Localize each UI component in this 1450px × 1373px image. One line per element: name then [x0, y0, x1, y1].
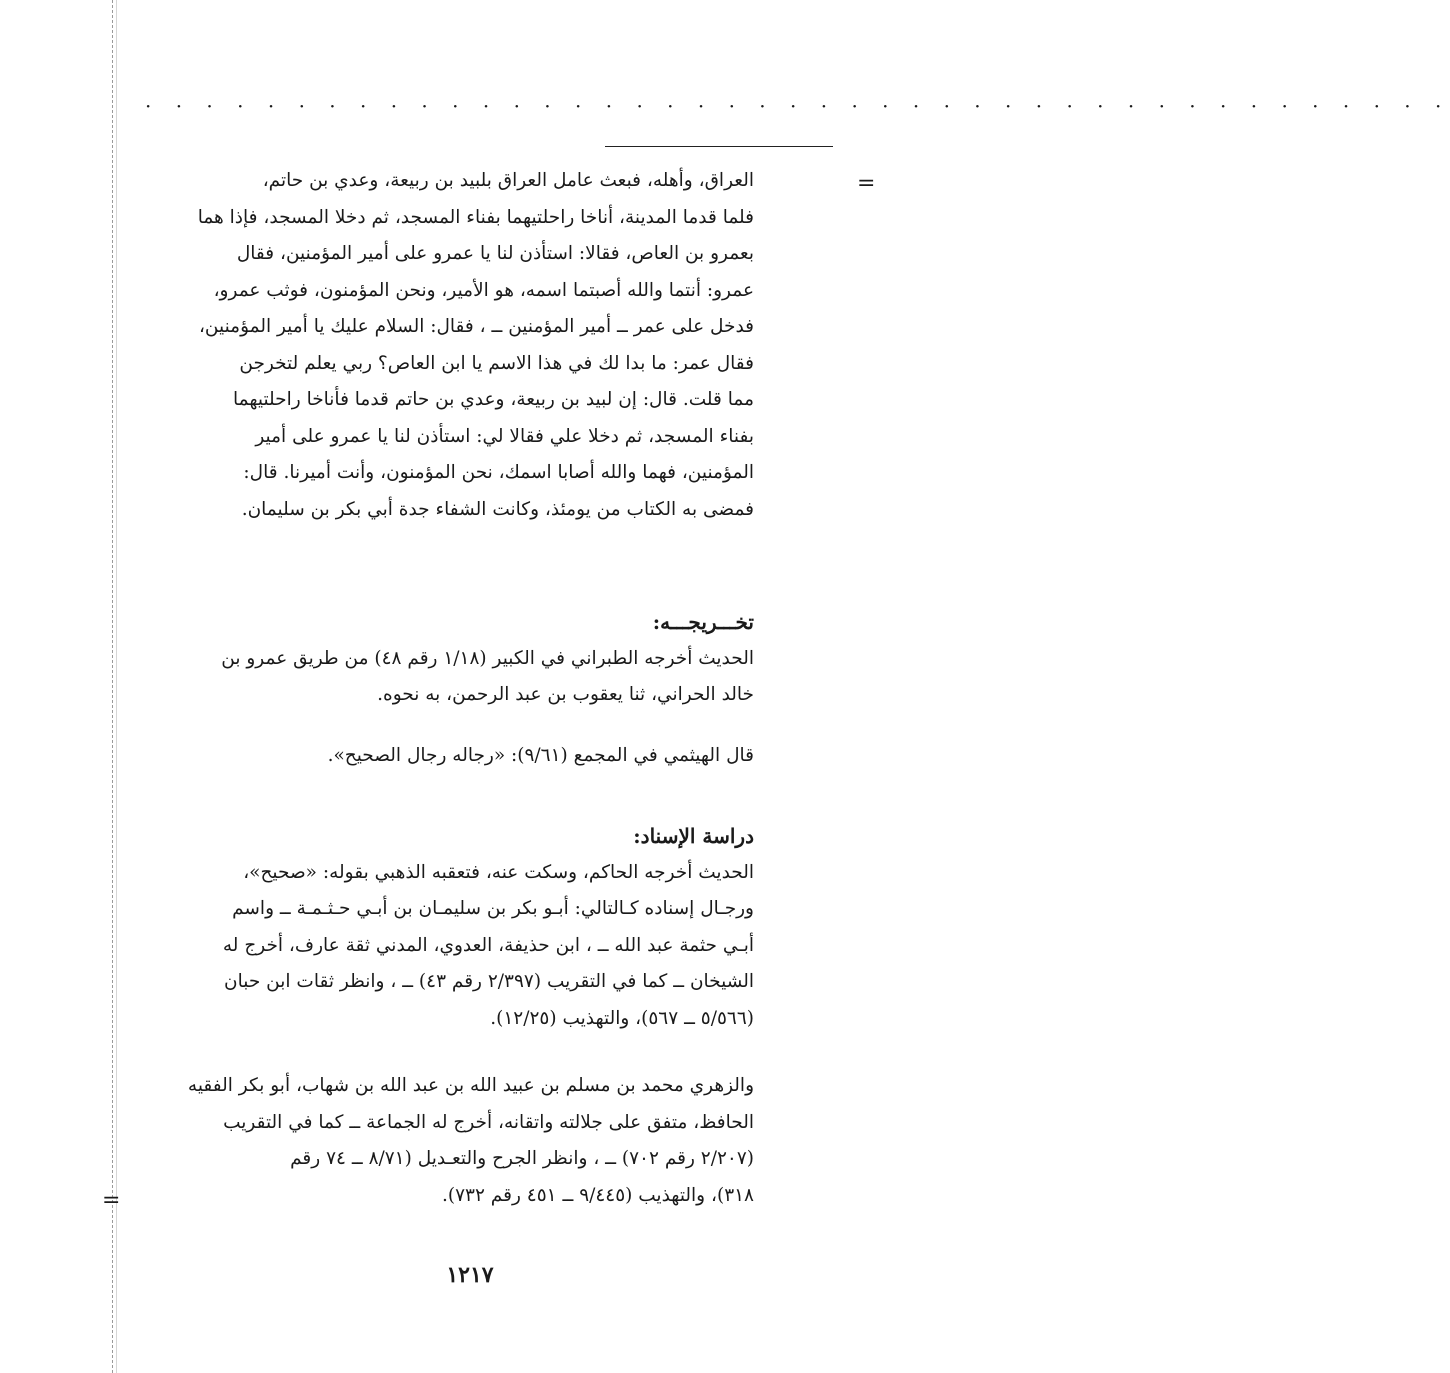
margin-mark-top: =	[857, 171, 876, 196]
page-gutter-line	[116, 0, 117, 1373]
page-number: ١٢١٧	[446, 1262, 494, 1288]
text-line: مما قلت. قال: إن لبيد بن ربيعة، وعدي بن حاتم قدما فأناخا راحلتيهما	[233, 389, 754, 410]
text-line: فمضى به الكتاب من يومئذ، وكانت الشفاء جدة أبي بكر بن سليمان.	[241, 498, 754, 520]
text-line: ورجـال إسناده كـالتالي: أبـو بكر بن سليمـان بن أبـي حـثـمـة ــ واسم	[232, 898, 754, 919]
text-line: قال الهيثمي في المجمع (٩/٦١): «رجاله رجال الصحيح».	[327, 745, 754, 766]
text-line: الشيخان ــ كما في التقريب (٢/٣٩٧ رقم ٤٣) ــ ، وانظر ثقات ابن حبان	[224, 971, 754, 992]
text-line: بفناء المسجد، ثم دخلا علي فقالا لي: استأذن لنا يا عمرو على أمير	[255, 425, 754, 447]
haythami-note	[133, 738, 754, 775]
text-line: ٣١٨)، والتهذيب (٩/٤٤٥ ــ ٤٥١ رقم ٧٣٢).	[441, 1184, 754, 1206]
text-line: الحديث أخرجه الطبراني في الكبير (١/١٨ رقم ٤٨) من طريق عمرو بن	[221, 647, 754, 669]
text-line: بعمرو بن العاص، فقالا: استأذن لنا يا عمرو على أمير المؤمنين، فقال	[236, 243, 754, 264]
isnad-heading: دراسة الإسناد:	[633, 824, 754, 848]
text-line: فدخل على عمر ــ أمير المؤمنين ــ ، فقال: السلام عليك يا أمير المؤمنين،	[198, 316, 754, 337]
text-line: فقال عمر: ما بدا لك في هذا الاسم يا ابن العاص؟ ربي يعلم لتخرجن	[239, 352, 754, 374]
text-line: والزهري محمد بن مسلم بن عبيد الله بن عبد الله بن شهاب، أبو بكر الفقيه	[187, 1075, 754, 1096]
text-line: الحديث أخرجه الحاكم، وسكت عنه، فتعقبه الذهبي بقوله: «صحيح»،	[243, 861, 754, 883]
footnote-separator-rule	[605, 146, 833, 147]
text-line: (٥/٥٦٦ ــ ٥٦٧)، والتهذيب (١٢/٢٥).	[490, 1007, 754, 1029]
takhrij-heading: تخـــريجـــه:	[652, 610, 754, 634]
text-line: فلما قدما المدينة، أناخا راحلتيهما بفناء المسجد، ثم دخلا المسجد، فإذا هما	[197, 206, 754, 228]
text-line: عمرو: أنتما والله أصبتما اسمه، هو الأمير، ونحن المؤمنون، فوثب عمرو،	[213, 279, 754, 301]
text-line: العراق، وأهله، فبعث عامل العراق بلبيد بن ربيعة، وعدي بن حاتم،	[262, 170, 754, 191]
text-line: (٢/٢٠٧ رقم ٧٠٢) ــ ، وانظر الجرح والتعـديل (٨/٧١ ــ ٧٤ رقم	[290, 1148, 754, 1169]
narrative-block	[133, 163, 754, 528]
isnad-section	[133, 818, 754, 1037]
margin-mark-bottom: =	[102, 1188, 121, 1213]
zuhri-paragraph	[133, 1068, 754, 1214]
takhrij-section	[133, 604, 754, 714]
text-line: خالد الحراني، ثنا يعقوب بن عبد الرحمن، به نحوه.	[377, 684, 754, 705]
page-binding-line	[112, 0, 113, 1373]
text-line: الحافظ، متفق على جلالته واتقانه، أخرج له الجماعة ــ كما في التقريب	[223, 1111, 754, 1133]
text-line: المؤمنين، فهما والله أصابا اسمك، نحن المؤمنون، وأنت أميرنا. قال:	[243, 462, 754, 483]
header-dotted-line: · · · · · · · · · · · · · · · · · · · · · · · · · · · · · · · · · · · · · · · · · · ·	[145, 94, 1450, 118]
text-line: أبـي حثمة عبد الله ــ ، ابن حذيفة، العدوي، المدني ثقة عارف، أخرج له	[222, 934, 754, 956]
